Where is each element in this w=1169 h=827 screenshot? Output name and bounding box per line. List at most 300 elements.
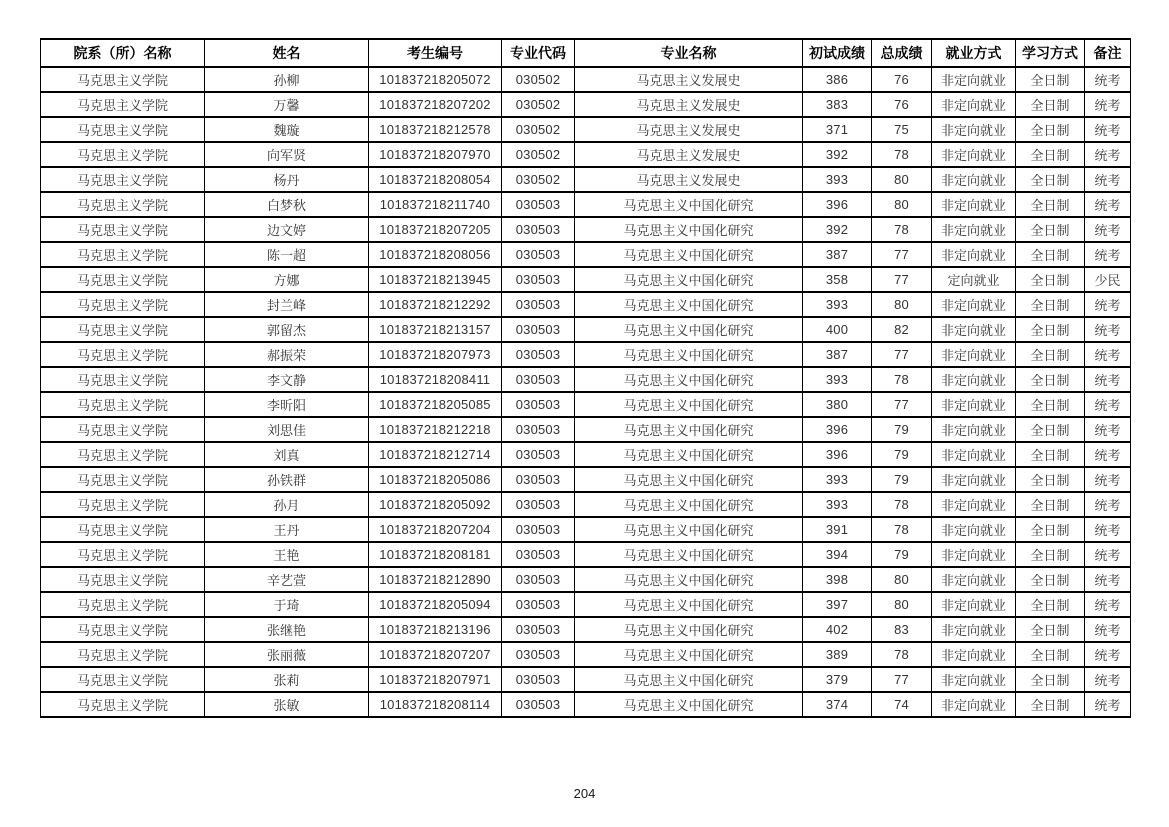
cell-major_code: 030502	[502, 92, 575, 117]
cell-name: 张莉	[205, 667, 369, 692]
table-row	[41, 417, 1131, 442]
cell-candidate_id: 101837218212292	[369, 292, 502, 317]
cell-major_code: 030503	[502, 367, 575, 392]
cell-major_code: 030503	[502, 242, 575, 267]
table-row	[41, 117, 1131, 142]
cell-candidate_id: 101837218208054	[369, 167, 502, 192]
cell-name: 刘思佳	[205, 417, 369, 442]
cell-initial_score: 386	[803, 67, 872, 92]
cell-total_score: 75	[872, 117, 932, 142]
cell-major_name: 马克思主义中国化研究	[575, 267, 803, 292]
table-row	[41, 517, 1131, 542]
table-row	[41, 542, 1131, 567]
cell-remark: 统考	[1085, 592, 1131, 617]
cell-total_score: 77	[872, 667, 932, 692]
cell-employment_type: 非定向就业	[932, 117, 1016, 142]
cell-employment_type: 非定向就业	[932, 542, 1016, 567]
cell-candidate_id: 101837218213945	[369, 267, 502, 292]
column-header-initial_score: 初试成绩	[803, 39, 872, 67]
cell-employment_type: 非定向就业	[932, 392, 1016, 417]
column-header-employment_type: 就业方式	[932, 39, 1016, 67]
cell-department: 马克思主义学院	[41, 617, 205, 642]
cell-remark: 统考	[1085, 167, 1131, 192]
cell-total_score: 79	[872, 467, 932, 492]
column-header-major_name: 专业名称	[575, 39, 803, 67]
cell-major_name: 马克思主义中国化研究	[575, 517, 803, 542]
cell-total_score: 80	[872, 192, 932, 217]
cell-major_name: 马克思主义发展史	[575, 142, 803, 167]
cell-total_score: 78	[872, 517, 932, 542]
table-row	[41, 217, 1131, 242]
cell-candidate_id: 101837218205092	[369, 492, 502, 517]
cell-study_mode: 全日制	[1016, 367, 1085, 392]
cell-remark: 统考	[1085, 492, 1131, 517]
cell-employment_type: 非定向就业	[932, 242, 1016, 267]
cell-major_name: 马克思主义中国化研究	[575, 492, 803, 517]
cell-major_code: 030503	[502, 317, 575, 342]
cell-remark: 统考	[1085, 642, 1131, 667]
table-row	[41, 442, 1131, 467]
cell-study_mode: 全日制	[1016, 667, 1085, 692]
cell-major_name: 马克思主义中国化研究	[575, 242, 803, 267]
cell-department: 马克思主义学院	[41, 117, 205, 142]
table-row	[41, 167, 1131, 192]
cell-department: 马克思主义学院	[41, 467, 205, 492]
cell-department: 马克思主义学院	[41, 417, 205, 442]
cell-study_mode: 全日制	[1016, 392, 1085, 417]
cell-candidate_id: 101837218205072	[369, 67, 502, 92]
cell-major_name: 马克思主义中国化研究	[575, 367, 803, 392]
cell-candidate_id: 101837218213196	[369, 617, 502, 642]
table-body	[41, 67, 1131, 717]
cell-total_score: 78	[872, 367, 932, 392]
cell-department: 马克思主义学院	[41, 592, 205, 617]
cell-department: 马克思主义学院	[41, 192, 205, 217]
table-row	[41, 192, 1131, 217]
cell-employment_type: 非定向就业	[932, 467, 1016, 492]
cell-initial_score: 392	[803, 217, 872, 242]
cell-employment_type: 非定向就业	[932, 417, 1016, 442]
table-row	[41, 142, 1131, 167]
cell-remark: 少民	[1085, 267, 1131, 292]
cell-candidate_id: 101837218212578	[369, 117, 502, 142]
cell-employment_type: 非定向就业	[932, 667, 1016, 692]
cell-major_name: 马克思主义中国化研究	[575, 617, 803, 642]
cell-name: 白梦秋	[205, 192, 369, 217]
cell-study_mode: 全日制	[1016, 142, 1085, 167]
cell-total_score: 80	[872, 567, 932, 592]
cell-employment_type: 非定向就业	[932, 367, 1016, 392]
cell-major_name: 马克思主义发展史	[575, 92, 803, 117]
cell-major_name: 马克思主义中国化研究	[575, 567, 803, 592]
cell-major_name: 马克思主义中国化研究	[575, 692, 803, 717]
cell-employment_type: 非定向就业	[932, 592, 1016, 617]
cell-name: 张丽薇	[205, 642, 369, 667]
cell-employment_type: 非定向就业	[932, 492, 1016, 517]
cell-initial_score: 393	[803, 467, 872, 492]
cell-name: 方娜	[205, 267, 369, 292]
table-row	[41, 92, 1131, 117]
cell-candidate_id: 101837218212218	[369, 417, 502, 442]
table-row	[41, 467, 1131, 492]
cell-total_score: 78	[872, 492, 932, 517]
cell-remark: 统考	[1085, 442, 1131, 467]
cell-initial_score: 393	[803, 292, 872, 317]
cell-name: 陈一超	[205, 242, 369, 267]
cell-name: 于琦	[205, 592, 369, 617]
cell-major_code: 030502	[502, 67, 575, 92]
cell-major_code: 030502	[502, 167, 575, 192]
cell-department: 马克思主义学院	[41, 267, 205, 292]
cell-department: 马克思主义学院	[41, 642, 205, 667]
cell-major_name: 马克思主义中国化研究	[575, 467, 803, 492]
cell-study_mode: 全日制	[1016, 617, 1085, 642]
table-row	[41, 492, 1131, 517]
cell-study_mode: 全日制	[1016, 117, 1085, 142]
cell-remark: 统考	[1085, 392, 1131, 417]
cell-name: 郝振荣	[205, 342, 369, 367]
cell-major_code: 030503	[502, 417, 575, 442]
cell-major_code: 030503	[502, 617, 575, 642]
cell-major_code: 030503	[502, 192, 575, 217]
cell-major_name: 马克思主义发展史	[575, 67, 803, 92]
cell-candidate_id: 101837218208181	[369, 542, 502, 567]
table-row	[41, 667, 1131, 692]
cell-remark: 统考	[1085, 517, 1131, 542]
cell-employment_type: 非定向就业	[932, 317, 1016, 342]
cell-name: 孙铁群	[205, 467, 369, 492]
cell-employment_type: 非定向就业	[932, 617, 1016, 642]
cell-total_score: 77	[872, 267, 932, 292]
table-row	[41, 342, 1131, 367]
cell-initial_score: 398	[803, 567, 872, 592]
cell-candidate_id: 101837218207207	[369, 642, 502, 667]
cell-initial_score: 393	[803, 492, 872, 517]
cell-major_code: 030503	[502, 642, 575, 667]
cell-remark: 统考	[1085, 617, 1131, 642]
cell-employment_type: 非定向就业	[932, 342, 1016, 367]
cell-remark: 统考	[1085, 92, 1131, 117]
cell-major_name: 马克思主义发展史	[575, 167, 803, 192]
cell-major_name: 马克思主义中国化研究	[575, 417, 803, 442]
cell-initial_score: 383	[803, 92, 872, 117]
cell-remark: 统考	[1085, 117, 1131, 142]
cell-initial_score: 396	[803, 417, 872, 442]
column-header-remark: 备注	[1085, 39, 1131, 67]
cell-initial_score: 400	[803, 317, 872, 342]
cell-employment_type: 非定向就业	[932, 192, 1016, 217]
cell-name: 万馨	[205, 92, 369, 117]
table-row	[41, 267, 1131, 292]
cell-major_code: 030503	[502, 492, 575, 517]
cell-employment_type: 非定向就业	[932, 292, 1016, 317]
cell-major_code: 030503	[502, 442, 575, 467]
column-header-name: 姓名	[205, 39, 369, 67]
cell-candidate_id: 101837218208411	[369, 367, 502, 392]
cell-major_code: 030503	[502, 517, 575, 542]
cell-total_score: 77	[872, 392, 932, 417]
cell-employment_type: 非定向就业	[932, 167, 1016, 192]
cell-name: 孙柳	[205, 67, 369, 92]
cell-study_mode: 全日制	[1016, 67, 1085, 92]
cell-major_code: 030502	[502, 142, 575, 167]
page-number: 204	[573, 786, 596, 801]
cell-total_score: 78	[872, 642, 932, 667]
cell-study_mode: 全日制	[1016, 217, 1085, 242]
cell-candidate_id: 101837218205094	[369, 592, 502, 617]
cell-major_code: 030503	[502, 542, 575, 567]
cell-initial_score: 397	[803, 592, 872, 617]
cell-candidate_id: 101837218208056	[369, 242, 502, 267]
cell-study_mode: 全日制	[1016, 267, 1085, 292]
cell-initial_score: 371	[803, 117, 872, 142]
cell-major_code: 030503	[502, 467, 575, 492]
table-row	[41, 567, 1131, 592]
cell-employment_type: 非定向就业	[932, 517, 1016, 542]
column-header-study_mode: 学习方式	[1016, 39, 1085, 67]
cell-candidate_id: 101837218207204	[369, 517, 502, 542]
cell-major_code: 030503	[502, 217, 575, 242]
cell-major_name: 马克思主义中国化研究	[575, 592, 803, 617]
cell-department: 马克思主义学院	[41, 167, 205, 192]
cell-department: 马克思主义学院	[41, 442, 205, 467]
table-row	[41, 642, 1131, 667]
cell-employment_type: 非定向就业	[932, 217, 1016, 242]
cell-candidate_id: 101837218207970	[369, 142, 502, 167]
cell-total_score: 80	[872, 592, 932, 617]
cell-name: 王艳	[205, 542, 369, 567]
cell-candidate_id: 101837218213157	[369, 317, 502, 342]
cell-study_mode: 全日制	[1016, 342, 1085, 367]
cell-initial_score: 391	[803, 517, 872, 542]
cell-total_score: 78	[872, 142, 932, 167]
cell-major_name: 马克思主义中国化研究	[575, 667, 803, 692]
cell-employment_type: 非定向就业	[932, 67, 1016, 92]
cell-major_name: 马克思主义中国化研究	[575, 217, 803, 242]
cell-major_code: 030503	[502, 592, 575, 617]
cell-initial_score: 402	[803, 617, 872, 642]
column-header-candidate_id: 考生编号	[369, 39, 502, 67]
cell-major_code: 030503	[502, 292, 575, 317]
cell-remark: 统考	[1085, 292, 1131, 317]
cell-major_name: 马克思主义中国化研究	[575, 342, 803, 367]
cell-initial_score: 394	[803, 542, 872, 567]
cell-total_score: 79	[872, 542, 932, 567]
table-row	[41, 292, 1131, 317]
cell-initial_score: 387	[803, 342, 872, 367]
cell-remark: 统考	[1085, 142, 1131, 167]
cell-major_name: 马克思主义中国化研究	[575, 642, 803, 667]
cell-department: 马克思主义学院	[41, 517, 205, 542]
cell-remark: 统考	[1085, 317, 1131, 342]
cell-department: 马克思主义学院	[41, 67, 205, 92]
column-header-total_score: 总成绩	[872, 39, 932, 67]
cell-study_mode: 全日制	[1016, 167, 1085, 192]
cell-candidate_id: 101837218207202	[369, 92, 502, 117]
cell-study_mode: 全日制	[1016, 417, 1085, 442]
cell-total_score: 78	[872, 217, 932, 242]
cell-department: 马克思主义学院	[41, 92, 205, 117]
cell-study_mode: 全日制	[1016, 442, 1085, 467]
cell-department: 马克思主义学院	[41, 317, 205, 342]
cell-name: 王丹	[205, 517, 369, 542]
cell-total_score: 83	[872, 617, 932, 642]
table-row	[41, 67, 1131, 92]
cell-remark: 统考	[1085, 67, 1131, 92]
cell-department: 马克思主义学院	[41, 342, 205, 367]
cell-study_mode: 全日制	[1016, 492, 1085, 517]
cell-candidate_id: 101837218205085	[369, 392, 502, 417]
cell-name: 张敏	[205, 692, 369, 717]
cell-total_score: 79	[872, 417, 932, 442]
cell-study_mode: 全日制	[1016, 642, 1085, 667]
cell-total_score: 80	[872, 167, 932, 192]
cell-initial_score: 374	[803, 692, 872, 717]
cell-initial_score: 393	[803, 367, 872, 392]
cell-major_code: 030502	[502, 117, 575, 142]
cell-initial_score: 358	[803, 267, 872, 292]
cell-department: 马克思主义学院	[41, 692, 205, 717]
cell-total_score: 76	[872, 67, 932, 92]
table-row	[41, 692, 1131, 717]
cell-remark: 统考	[1085, 342, 1131, 367]
cell-total_score: 74	[872, 692, 932, 717]
cell-total_score: 77	[872, 342, 932, 367]
cell-study_mode: 全日制	[1016, 542, 1085, 567]
cell-study_mode: 全日制	[1016, 242, 1085, 267]
cell-employment_type: 非定向就业	[932, 442, 1016, 467]
cell-candidate_id: 101837218212890	[369, 567, 502, 592]
cell-department: 马克思主义学院	[41, 242, 205, 267]
cell-name: 魏璇	[205, 117, 369, 142]
table-row	[41, 242, 1131, 267]
cell-major_code: 030503	[502, 392, 575, 417]
cell-major_name: 马克思主义中国化研究	[575, 542, 803, 567]
table-row	[41, 592, 1131, 617]
cell-study_mode: 全日制	[1016, 292, 1085, 317]
cell-remark: 统考	[1085, 467, 1131, 492]
cell-study_mode: 全日制	[1016, 467, 1085, 492]
cell-major_name: 马克思主义中国化研究	[575, 442, 803, 467]
cell-major_code: 030503	[502, 692, 575, 717]
cell-department: 马克思主义学院	[41, 492, 205, 517]
cell-study_mode: 全日制	[1016, 692, 1085, 717]
cell-initial_score: 393	[803, 167, 872, 192]
header-row	[41, 39, 1131, 67]
cell-candidate_id: 101837218212714	[369, 442, 502, 467]
cell-initial_score: 387	[803, 242, 872, 267]
cell-study_mode: 全日制	[1016, 592, 1085, 617]
cell-major_name: 马克思主义中国化研究	[575, 292, 803, 317]
cell-remark: 统考	[1085, 217, 1131, 242]
cell-study_mode: 全日制	[1016, 517, 1085, 542]
cell-department: 马克思主义学院	[41, 217, 205, 242]
cell-initial_score: 380	[803, 392, 872, 417]
cell-remark: 统考	[1085, 692, 1131, 717]
cell-candidate_id: 101837218207973	[369, 342, 502, 367]
cell-department: 马克思主义学院	[41, 567, 205, 592]
cell-candidate_id: 101837218207205	[369, 217, 502, 242]
cell-major_code: 030503	[502, 567, 575, 592]
cell-major_code: 030503	[502, 342, 575, 367]
cell-remark: 统考	[1085, 367, 1131, 392]
cell-employment_type: 定向就业	[932, 267, 1016, 292]
cell-remark: 统考	[1085, 542, 1131, 567]
cell-name: 郭留杰	[205, 317, 369, 342]
cell-department: 马克思主义学院	[41, 392, 205, 417]
cell-remark: 统考	[1085, 667, 1131, 692]
cell-total_score: 76	[872, 92, 932, 117]
cell-name: 李昕阳	[205, 392, 369, 417]
cell-name: 边文婷	[205, 217, 369, 242]
cell-study_mode: 全日制	[1016, 92, 1085, 117]
cell-department: 马克思主义学院	[41, 142, 205, 167]
cell-major_code: 030503	[502, 667, 575, 692]
cell-major_code: 030503	[502, 267, 575, 292]
cell-employment_type: 非定向就业	[932, 92, 1016, 117]
cell-remark: 统考	[1085, 567, 1131, 592]
cell-employment_type: 非定向就业	[932, 567, 1016, 592]
cell-candidate_id: 101837218208114	[369, 692, 502, 717]
cell-major_name: 马克思主义中国化研究	[575, 192, 803, 217]
cell-major_name: 马克思主义中国化研究	[575, 392, 803, 417]
cell-total_score: 82	[872, 317, 932, 342]
cell-study_mode: 全日制	[1016, 567, 1085, 592]
cell-department: 马克思主义学院	[41, 667, 205, 692]
cell-name: 辛艺萱	[205, 567, 369, 592]
column-header-major_code: 专业代码	[502, 39, 575, 67]
cell-remark: 统考	[1085, 192, 1131, 217]
cell-study_mode: 全日制	[1016, 317, 1085, 342]
cell-initial_score: 392	[803, 142, 872, 167]
cell-name: 刘真	[205, 442, 369, 467]
cell-remark: 统考	[1085, 242, 1131, 267]
cell-total_score: 80	[872, 292, 932, 317]
cell-name: 李文静	[205, 367, 369, 392]
cell-initial_score: 396	[803, 442, 872, 467]
cell-candidate_id: 101837218211740	[369, 192, 502, 217]
cell-candidate_id: 101837218207971	[369, 667, 502, 692]
table-row	[41, 617, 1131, 642]
cell-employment_type: 非定向就业	[932, 142, 1016, 167]
table-row	[41, 367, 1131, 392]
cell-name: 杨丹	[205, 167, 369, 192]
cell-employment_type: 非定向就业	[932, 692, 1016, 717]
table-row	[41, 317, 1131, 342]
cell-major_name: 马克思主义中国化研究	[575, 317, 803, 342]
cell-initial_score: 396	[803, 192, 872, 217]
cell-remark: 统考	[1085, 417, 1131, 442]
admission-roster-table	[40, 38, 1131, 718]
cell-department: 马克思主义学院	[41, 292, 205, 317]
table-row	[41, 392, 1131, 417]
cell-initial_score: 389	[803, 642, 872, 667]
cell-name: 封兰峰	[205, 292, 369, 317]
cell-total_score: 79	[872, 442, 932, 467]
cell-name: 向军贤	[205, 142, 369, 167]
cell-employment_type: 非定向就业	[932, 642, 1016, 667]
cell-total_score: 77	[872, 242, 932, 267]
cell-name: 孙月	[205, 492, 369, 517]
column-header-department: 院系（所）名称	[41, 39, 205, 67]
cell-major_name: 马克思主义发展史	[575, 117, 803, 142]
cell-study_mode: 全日制	[1016, 192, 1085, 217]
cell-candidate_id: 101837218205086	[369, 467, 502, 492]
cell-initial_score: 379	[803, 667, 872, 692]
cell-department: 马克思主义学院	[41, 367, 205, 392]
cell-department: 马克思主义学院	[41, 542, 205, 567]
cell-name: 张继艳	[205, 617, 369, 642]
